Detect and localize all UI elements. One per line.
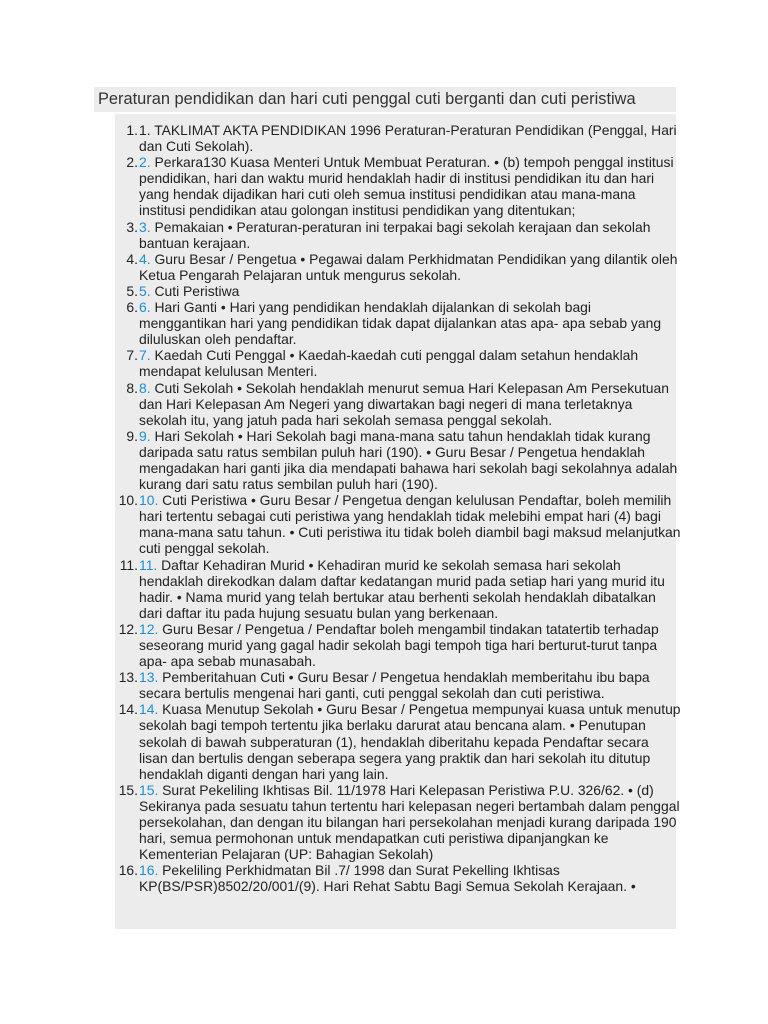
item-number: 2. <box>126 154 138 171</box>
item-text-block <box>139 154 681 218</box>
list-item <box>115 219 681 251</box>
item-text: Hari Ganti • Hari yang pendidikan hendaklah dijalankan di sekolah bagi menggantikan hari yang pendidikan tidak dapat dijalankan atas apa- apa sebab yang diluluskan oleh pendaftar. <box>139 299 662 348</box>
item-text: Cuti Peristiwa <box>150 282 240 299</box>
item-text-block <box>139 621 681 669</box>
list-item <box>115 251 681 283</box>
item-number: 16. <box>118 862 138 879</box>
item-link[interactable]: 13. <box>139 669 159 686</box>
item-link[interactable]: 16. <box>139 862 159 879</box>
item-text: Kaedah Cuti Penggal • Kaedah-kaedah cuti penggal dalam setahun hendaklah mendapat kelulusan Menteri. <box>139 347 639 380</box>
item-number: 9. <box>126 427 138 444</box>
item-link[interactable]: 9. <box>139 427 151 444</box>
item-link[interactable]: 7. <box>139 347 151 364</box>
list-item <box>115 154 681 218</box>
item-number: 6. <box>126 299 138 316</box>
regulation-list <box>115 122 681 895</box>
item-text: Pekeliling Perkhidmatan Bil .7/ 1998 dan Surat Pekelling Ikhtisas KP(BS/PSR)8502/20/001/(9). Hari Rehat Sabtu Bagi Semua Sekolah Kerajaan. • <box>139 862 636 895</box>
item-text-block <box>139 701 681 781</box>
list-item <box>115 492 681 556</box>
item-link[interactable]: 11. <box>139 556 158 573</box>
item-link[interactable]: 4. <box>139 250 151 267</box>
item-text-block <box>139 428 681 492</box>
item-text-block <box>139 380 681 428</box>
list-item <box>115 862 681 894</box>
item-link[interactable]: 6. <box>139 299 151 316</box>
item-text: Guru Besar / Pengetua • Pegawai dalam Perkhidmatan Pendidikan yang dilantik oleh Ketua Pengarah Pelajaran untuk mengurus sekolah. <box>139 250 678 283</box>
item-link[interactable]: 5. <box>139 282 151 299</box>
item-number: 8. <box>126 379 138 396</box>
item-text: Perkara130 Kuasa Menteri Untuk Membuat Peraturan. • (b) tempoh penggal institusi pendidikan, hari dan waktu murid hendaklah hadir di institusi pendidikan itu dan hari yang hendak dijadikan hari cuti oleh semua institusi pendidikan atau mana-mana institusi pendidikan atau golongan institusi pendidikan yang ditentukan; <box>139 154 674 219</box>
page-title: Peraturan pendidikan dan hari cuti penggal cuti berganti dan cuti peristiwa <box>94 87 676 112</box>
item-text-block <box>139 782 681 862</box>
list-item <box>115 557 681 621</box>
item-number: 15. <box>118 781 138 798</box>
list-item <box>115 428 681 492</box>
item-text-block <box>139 347 681 379</box>
item-link[interactable]: 14. <box>139 701 159 718</box>
item-text-block <box>139 251 681 283</box>
item-link[interactable]: 2. <box>139 154 151 171</box>
list-item <box>115 122 681 154</box>
item-number: 10. <box>118 492 138 509</box>
item-text: Pemberitahuan Cuti • Guru Besar / Pengetua hendaklah memberitahu ibu bapa secara bertulis mengenai hari ganti, cuti penggal sekolah dan cuti peristiwa. <box>139 669 650 702</box>
item-number: 12. <box>118 620 138 637</box>
list-item <box>115 347 681 379</box>
item-link[interactable]: 15. <box>139 781 159 798</box>
list-item <box>115 621 681 669</box>
item-text-block <box>139 862 681 894</box>
item-text: Cuti Sekolah • Sekolah hendaklah menurut semua Hari Kelepasan Am Persekutuan dan Hari Kelepasan Am Negeri yang diwartakan bagi negeri di mana terletaknya sekolah itu, yang jatuh pada hari sekolah semasa penggal sekolah. <box>139 379 669 428</box>
item-number: 11. <box>119 556 138 573</box>
list-item <box>115 283 681 299</box>
item-text-block <box>139 492 681 556</box>
item-text-block <box>139 283 681 299</box>
item-text-block <box>139 219 681 251</box>
item-text: Surat Pekeliling Ikhtisas Bil. 11/1978 Hari Kelepasan Peristiwa P.U. 326/62. • (d) Sekiranya pada sesuatu tahun tertentu hari kelepasan negeri bertambah dalam penggal persekolahan, dan dengan itu bilangan hari persekolahan menjadi kurang daripada 190 hari, semua permohonan untuk mendapatkan cuti peristiwa dipanjangkan ke Kementerian Pelajaran (UP: Bahagian Sekolah) <box>139 781 680 863</box>
item-number: 1. <box>126 122 138 138</box>
item-text: Pemakaian • Peraturan-peraturan ini terpakai bagi sekolah kerajaan dan sekolah bantuan kerajaan. <box>139 218 651 251</box>
item-text-block <box>139 557 681 621</box>
list-item <box>115 380 681 428</box>
item-text: 1. TAKLIMAT AKTA PENDIDIKAN 1996 Peraturan-Peraturan Pendidikan (Penggal, Hari dan Cuti Sekolah). <box>139 122 677 155</box>
list-item <box>115 701 681 781</box>
item-text: Hari Sekolah • Hari Sekolah bagi mana-mana satu tahun hendaklah tidak kurang daripada satu ratus sembilan puluh hari (190). • Guru Besar / Pengetua hendaklah mengadakan hari ganti jika dia mendapati bahawa hari sekolah bagi sekolahnya adalah kurang dari satu ratus sembilan puluh hari (190). <box>139 427 678 493</box>
item-text: Daftar Kehadiran Murid • Kehadiran murid ke sekolah semasa hari sekolah hendaklah direkodkan dalam daftar kedatangan murid pada setiap hari yang murid itu hadir. • Nama murid yang telah bertukar atau berhenti sekolah hendaklah dibatalkan dari daftar itu pada hujung sesuatu bulan yang berkenaan. <box>139 556 665 621</box>
item-link[interactable]: 10. <box>139 492 159 509</box>
item-link[interactable]: 8. <box>139 379 151 396</box>
item-text-block <box>139 122 681 154</box>
item-number: 7. <box>126 347 138 364</box>
item-text-block <box>139 669 681 701</box>
item-number: 4. <box>126 250 138 267</box>
item-text: Cuti Peristiwa • Guru Besar / Pengetua dengan kelulusan Pendaftar, boleh memilih hari tertentu sebagai cuti peristiwa yang hendaklah tidak melebihi empat hari (4) bagi mana-mana satu tahun. • Cuti peristiwa itu tidak boleh diambil bagi maksud melanjutkan cuti penggal sekolah. <box>139 492 681 557</box>
item-number: 5. <box>126 282 138 299</box>
item-number: 14. <box>118 701 138 718</box>
list-item <box>115 669 681 701</box>
item-text: Guru Besar / Pengetua / Pendaftar boleh mengambil tindakan tatatertib terhadap seseorang murid yang gagal hadir sekolah bagi tempoh tiga hari berturut-turut tanpa apa- apa sebab munasabah. <box>139 620 659 670</box>
item-number: 13. <box>118 669 138 686</box>
item-link[interactable]: 3. <box>139 218 151 235</box>
item-text: Kuasa Menutup Sekolah • Guru Besar / Pengetua mempunyai kuasa untuk menutup sekolah bagi tempoh tertentu jika berlaku darurat atau bencana alam. • Penutupan sekolah di bawah subperaturan (1), hendaklah diberitahu kepada Pendaftar secara lisan dan bertulis dengan seberapa segera yang praktik dan hari sekolah itu ditutup hendaklah diganti dengan hari yang lain. <box>139 701 681 782</box>
list-item <box>115 782 681 862</box>
item-link[interactable]: 12. <box>139 620 159 637</box>
item-number: 3. <box>126 218 138 235</box>
item-text-block <box>139 299 681 347</box>
list-item <box>115 299 681 347</box>
